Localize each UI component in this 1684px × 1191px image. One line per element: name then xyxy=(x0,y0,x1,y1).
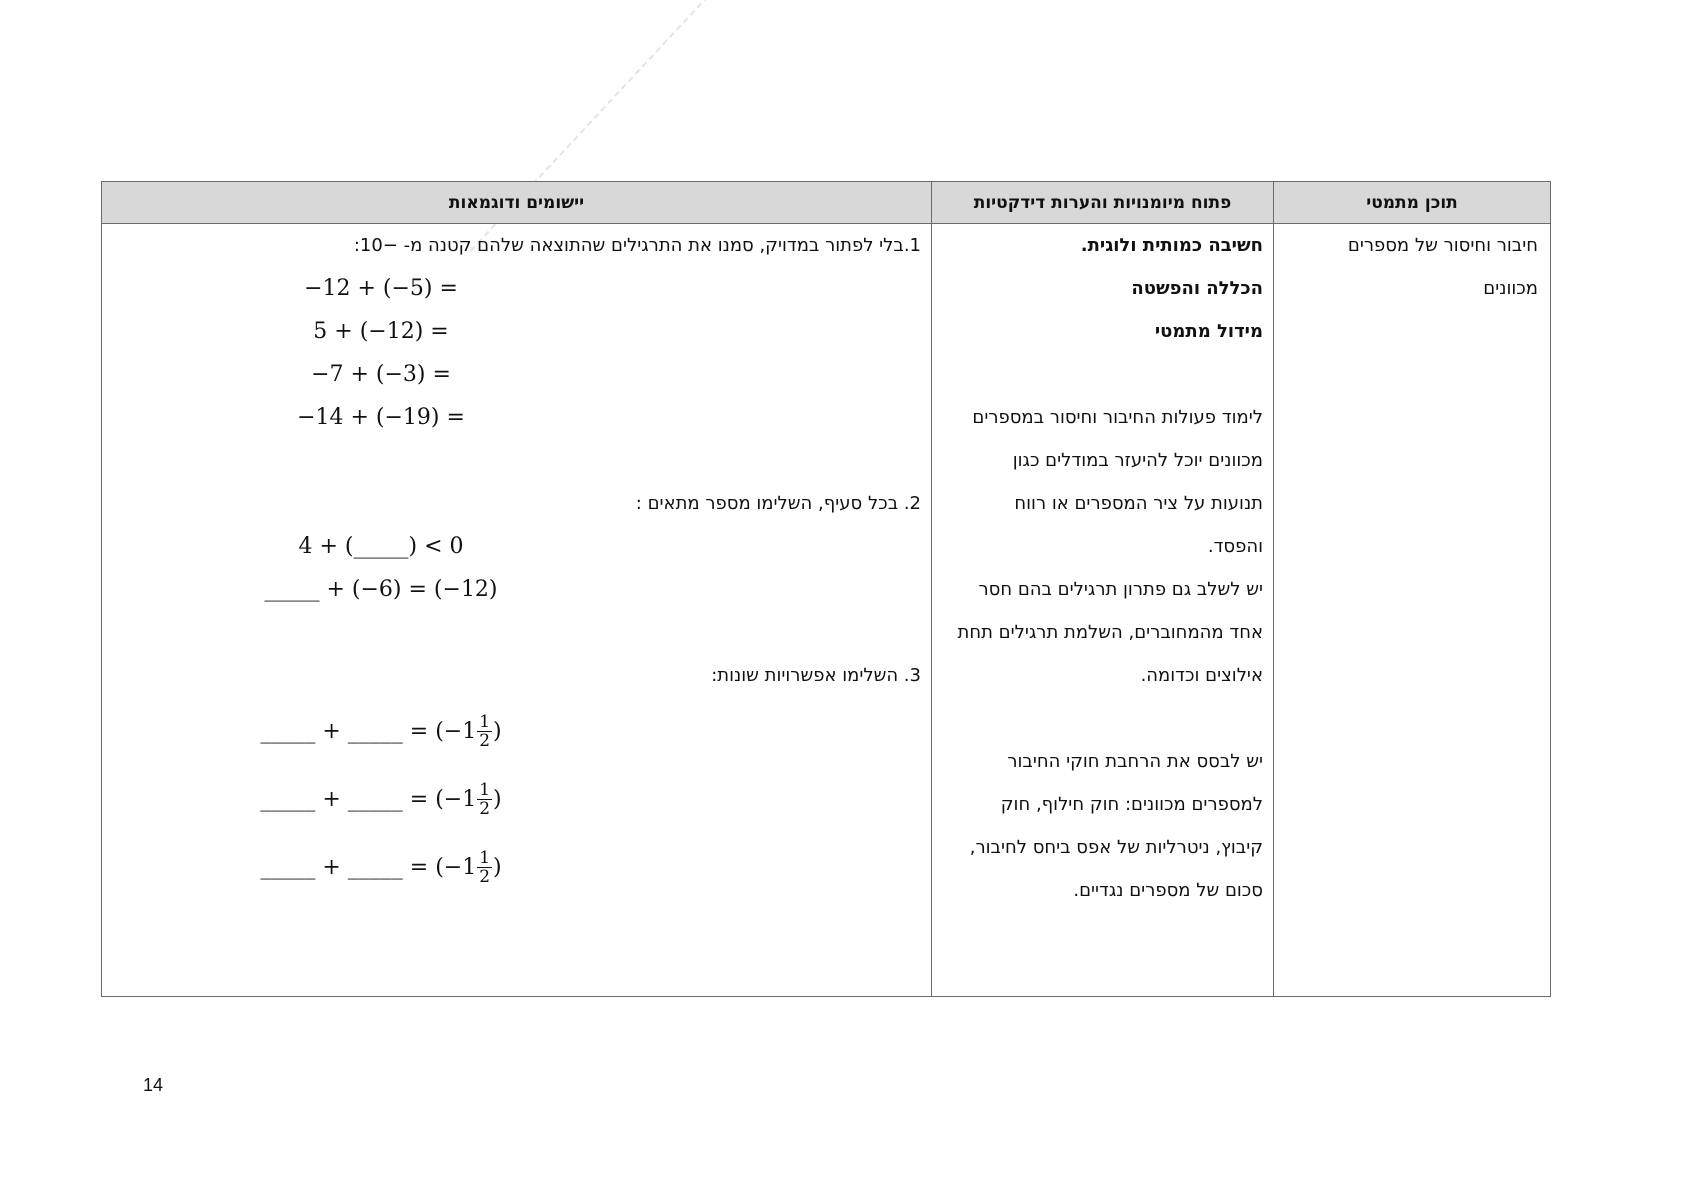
note-line: אחד מהמחוברים, השלמת תרגילים תחת xyxy=(957,622,1263,643)
fraction xyxy=(477,849,492,886)
note-line: יש לבסס את הרחבת חוקי החיבור xyxy=(1007,751,1263,772)
fraction-numerator: 1 xyxy=(479,711,491,732)
note-line: למספרים מכוונים: חוק חילוף, חוק xyxy=(1000,794,1263,815)
equation-close: ) xyxy=(493,854,502,880)
equation-lhs: _____ + _____ = (−1 xyxy=(260,854,477,880)
equation: 5 + (−12) = xyxy=(313,319,449,344)
topic-line: מכוונים xyxy=(1483,278,1538,299)
equation: −12 + (−5) = xyxy=(304,276,458,301)
equation-lhs: _____ + _____ = (−1 xyxy=(260,718,477,744)
fraction xyxy=(477,713,492,750)
header-topic: תוכן מתמטי xyxy=(1274,182,1551,224)
note-line: מכוונים יוכל להיעזר במודלים כגון xyxy=(1012,450,1263,471)
equation: 4 + (_____) < 0 xyxy=(298,534,464,559)
equation-lhs: _____ + _____ = (−1 xyxy=(260,786,477,812)
equation-close: ) xyxy=(493,718,502,744)
skill-label: הכללה והפשטה xyxy=(1131,278,1263,299)
note-line: סכום של מספרים נגדיים. xyxy=(1073,880,1263,901)
fraction-equation xyxy=(101,765,661,833)
topic-line: חיבור וחיסור של מספרים xyxy=(1347,235,1538,256)
equation-close: ) xyxy=(493,786,502,812)
note-line: אילוצים וכדומה. xyxy=(1140,665,1263,686)
question-3: 3. השלימו אפשרויות שונות: xyxy=(711,665,921,686)
header-apps: יישומים ודוגמאות xyxy=(102,182,932,224)
table-row xyxy=(102,224,1551,997)
fraction-numerator: 1 xyxy=(479,847,491,868)
note-line: תנועות על ציר המספרים או רווח xyxy=(1014,493,1263,514)
equation: _____ + (−6) = (−12) xyxy=(264,577,498,602)
fraction-denominator: 2 xyxy=(479,730,491,751)
fraction-denominator: 2 xyxy=(479,798,491,819)
notes-cell xyxy=(932,224,1274,997)
skill-label: מידול מתמטי xyxy=(1154,321,1263,342)
question-2: 2. בכל סעיף, השלימו מספר מתאים : xyxy=(635,493,921,514)
page-number: 14 xyxy=(143,1075,164,1095)
equation: −7 + (−3) = xyxy=(311,362,451,387)
note-line: יש לשלב גם פתרון תרגילים בהם חסר xyxy=(978,579,1263,600)
skill-label: חשיבה כמותית ולוגית. xyxy=(1080,235,1263,256)
table-header-row xyxy=(102,182,1551,224)
header-notes: פתוח מיומנויות והערות דידקטיות xyxy=(932,182,1274,224)
topic-cell xyxy=(1274,224,1551,997)
question-1: 1.בלי לפתור במדויק, סמנו את התרגילים שהתוצאה שלהם קטנה מ- −10: xyxy=(353,235,921,256)
apps-cell xyxy=(102,224,932,997)
fraction-numerator: 1 xyxy=(479,779,491,800)
curriculum-table xyxy=(101,181,1551,997)
note-line: והפסד. xyxy=(1207,536,1263,557)
note-line: קיבוץ, ניטרליות של אפס ביחס לחיבור, xyxy=(969,837,1263,858)
fraction-denominator: 2 xyxy=(479,866,491,887)
equation: −14 + (−19) = xyxy=(297,405,465,430)
note-line: לימוד פעולות החיבור וחיסור במספרים xyxy=(972,407,1263,428)
fraction-equation xyxy=(101,833,661,901)
fraction xyxy=(477,781,492,818)
fraction-equation xyxy=(101,697,661,765)
